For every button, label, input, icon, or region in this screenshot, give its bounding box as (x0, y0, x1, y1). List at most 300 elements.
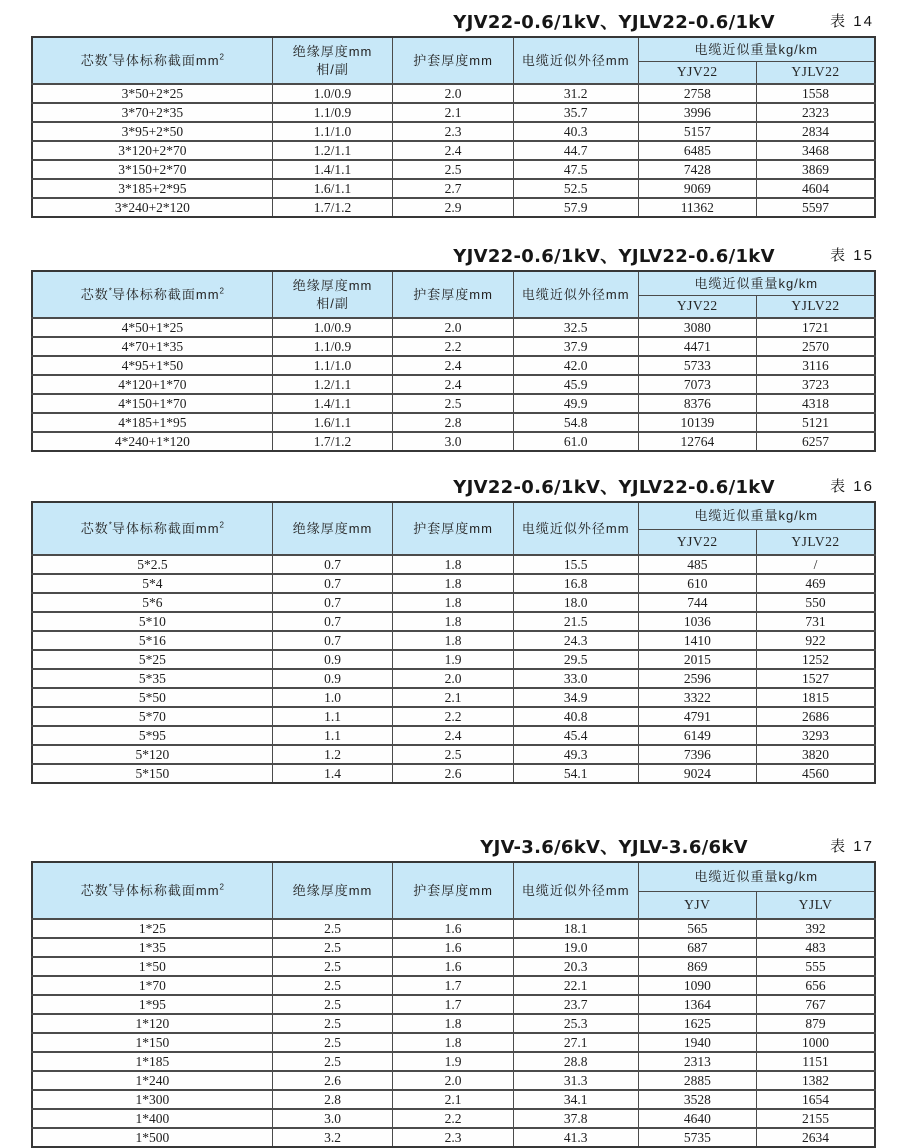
table-cell: 54.8 (513, 413, 638, 432)
table-row (32, 141, 875, 160)
table-number-label: 表 16 (830, 478, 874, 495)
table-cell: 1.8 (393, 574, 514, 593)
col-header-core-section (32, 502, 272, 555)
table-cell: 1252 (757, 650, 875, 669)
table-row (32, 1052, 875, 1071)
table-cell: 1.7/1.2 (272, 198, 393, 217)
table-cell: 1721 (757, 318, 875, 337)
table-cell: 0.7 (272, 574, 393, 593)
table-row (32, 726, 875, 745)
table-cell: 2.5 (272, 995, 393, 1014)
table-cell: 4*185+1*95 (32, 413, 272, 432)
table-cell: 1.1/0.9 (272, 103, 393, 122)
col-header-weight-yjv: YJV (638, 892, 756, 920)
table-row (32, 160, 875, 179)
col-header-diameter: 电缆近似外径mm (513, 862, 638, 919)
table-cell: 1.0 (272, 688, 393, 707)
table-cell: 37.8 (513, 1109, 638, 1128)
col-header-sheath: 护套厚度mm (393, 862, 514, 919)
table-cell: 1*150 (32, 1033, 272, 1052)
table-title-row (31, 8, 876, 32)
core-section-label: 导体标称截面mm (111, 882, 220, 898)
table-cell: 2.4 (393, 375, 514, 394)
table-cell: 4*50+1*25 (32, 318, 272, 337)
table-cell: 2.5 (272, 976, 393, 995)
table-cell: 3080 (638, 318, 756, 337)
table-cell: 485 (638, 555, 756, 574)
insulation-label: 绝缘厚度mm (292, 277, 373, 293)
table-cell: 35.7 (513, 103, 638, 122)
table-cell: 1364 (638, 995, 756, 1014)
table-cell: 1625 (638, 1014, 756, 1033)
table-cell: 12764 (638, 432, 756, 451)
table-cell: 1*35 (32, 938, 272, 957)
table-cell: 1.4 (272, 764, 393, 783)
table-cell: 2570 (757, 337, 875, 356)
table-cell: 4640 (638, 1109, 756, 1128)
table-cell: 1*70 (32, 976, 272, 995)
table-number-label: 表 15 (830, 247, 874, 264)
table-cell: 3*70+2*35 (32, 103, 272, 122)
superscript-asterisk: * (108, 286, 112, 296)
table-cell: 1.7 (393, 976, 514, 995)
table-cell: 1*500 (32, 1128, 272, 1147)
table-cell: 1.4/1.1 (272, 160, 393, 179)
table-cell: 1.2/1.1 (272, 375, 393, 394)
table-cell: 2.5 (272, 957, 393, 976)
table-section-14 (31, 8, 876, 218)
table-cell: 40.3 (513, 122, 638, 141)
table-row (32, 938, 875, 957)
table-cell: 392 (757, 919, 875, 938)
table-cell: 2.3 (393, 1128, 514, 1147)
table-cell: 1.1 (272, 707, 393, 726)
table-cell: 2.0 (393, 669, 514, 688)
table-cell: 0.9 (272, 669, 393, 688)
table-cell: 1.8 (393, 1033, 514, 1052)
cable-spec-table (31, 501, 876, 784)
table-cell: 0.7 (272, 631, 393, 650)
table-cell: 1151 (757, 1052, 875, 1071)
table-cell: 34.9 (513, 688, 638, 707)
table-cell: 1.6 (393, 938, 514, 957)
table-cell: 7396 (638, 745, 756, 764)
table-cell: 2.5 (393, 160, 514, 179)
table-cell: 3820 (757, 745, 875, 764)
table-cell: 2.4 (393, 726, 514, 745)
superscript-2: 2 (219, 882, 224, 892)
table-cell: 2155 (757, 1109, 875, 1128)
table-cell: 5*4 (32, 574, 272, 593)
table-row (32, 612, 875, 631)
insulation-label: 绝缘厚度mm (292, 882, 373, 898)
cable-spec-table (31, 861, 876, 1148)
table-cell: 2.5 (393, 394, 514, 413)
col-header-weight-yjlv: YJLV22 (757, 296, 875, 319)
col-header-sheath: 护套厚度mm (393, 502, 514, 555)
table-cell: 1*25 (32, 919, 272, 938)
table-cell: 4*120+1*70 (32, 375, 272, 394)
table-number-label: 表 17 (830, 838, 874, 855)
table-title: YJV-3.6/6kV、YJLV-3.6/6kV (480, 837, 748, 858)
col-header-insulation (272, 862, 393, 919)
table-cell: 2.8 (272, 1090, 393, 1109)
core-section-label: 芯数 (80, 882, 109, 898)
col-header-sheath: 护套厚度mm (393, 37, 514, 84)
table-cell: 18.0 (513, 593, 638, 612)
table-row (32, 707, 875, 726)
table-row (32, 957, 875, 976)
table-cell: 27.1 (513, 1033, 638, 1052)
table-cell: 5*6 (32, 593, 272, 612)
core-section-label: 导体标称截面mm (111, 286, 220, 302)
table-cell: 869 (638, 957, 756, 976)
table-cell: 29.5 (513, 650, 638, 669)
superscript-2: 2 (219, 52, 224, 62)
table-title: YJV22-0.6/1kV、YJLV22-0.6/1kV (453, 477, 775, 498)
col-header-insulation (272, 502, 393, 555)
table-cell: 9024 (638, 764, 756, 783)
table-cell: 483 (757, 938, 875, 957)
table-cell: 1.9 (393, 650, 514, 669)
table-cell: 19.0 (513, 938, 638, 957)
table-title: YJV22-0.6/1kV、YJLV22-0.6/1kV (453, 246, 775, 267)
table-cell: 21.5 (513, 612, 638, 631)
table-number-label: 表 14 (830, 13, 874, 30)
table-cell: 1*400 (32, 1109, 272, 1128)
table-cell: 3*120+2*70 (32, 141, 272, 160)
table-cell: 2015 (638, 650, 756, 669)
table-row (32, 1128, 875, 1147)
table-cell: 3*95+2*50 (32, 122, 272, 141)
table-row (32, 688, 875, 707)
table-cell: 5735 (638, 1128, 756, 1147)
col-header-insulation (272, 37, 393, 84)
table-cell: 3.0 (393, 432, 514, 451)
table-row (32, 318, 875, 337)
table-cell: 2.5 (272, 1033, 393, 1052)
table-row (32, 122, 875, 141)
col-header-diameter: 电缆近似外径mm (513, 271, 638, 318)
table-cell: 2686 (757, 707, 875, 726)
table-cell: 2313 (638, 1052, 756, 1071)
table-cell: 5*70 (32, 707, 272, 726)
table-cell: 11362 (638, 198, 756, 217)
table-cell: 2.4 (393, 141, 514, 160)
table-cell: 4*240+1*120 (32, 432, 272, 451)
table-cell: 1654 (757, 1090, 875, 1109)
table-cell: 10139 (638, 413, 756, 432)
table-cell: 2.8 (393, 413, 514, 432)
table-cell: 1.7/1.2 (272, 432, 393, 451)
table-cell: 0.9 (272, 650, 393, 669)
table-cell: 4471 (638, 337, 756, 356)
table-title-row (31, 833, 876, 857)
table-cell: 1090 (638, 976, 756, 995)
insulation-label: 绝缘厚度mm (292, 520, 373, 536)
table-cell: 34.1 (513, 1090, 638, 1109)
superscript-asterisk: * (108, 882, 112, 892)
table-cell: 6149 (638, 726, 756, 745)
table-row (32, 1109, 875, 1128)
table-cell: 31.2 (513, 84, 638, 103)
table-cell: 2834 (757, 122, 875, 141)
table-cell: 2.2 (393, 707, 514, 726)
table-cell: 7073 (638, 375, 756, 394)
table-cell: 1.0/0.9 (272, 318, 393, 337)
table-cell: 45.4 (513, 726, 638, 745)
col-header-insulation (272, 271, 393, 318)
table-cell: 2885 (638, 1071, 756, 1090)
table-cell: 1.2/1.1 (272, 141, 393, 160)
table-cell: 1*95 (32, 995, 272, 1014)
table-cell: 2.0 (393, 84, 514, 103)
table-cell: 22.1 (513, 976, 638, 995)
table-cell: 1*120 (32, 1014, 272, 1033)
table-cell: 2.0 (393, 318, 514, 337)
superscript-asterisk: * (108, 520, 112, 530)
table-row (32, 555, 875, 574)
table-cell: 5*50 (32, 688, 272, 707)
table-cell: 61.0 (513, 432, 638, 451)
table-cell: 9069 (638, 179, 756, 198)
table-cell: 2758 (638, 84, 756, 103)
col-header-weight-group: 电缆近似重量kg/km (638, 37, 875, 62)
table-title-row (31, 473, 876, 497)
table-cell: 2634 (757, 1128, 875, 1147)
table-cell: 5*25 (32, 650, 272, 669)
table-cell: 5*2.5 (32, 555, 272, 574)
table-cell: 32.5 (513, 318, 638, 337)
table-cell: 1.6/1.1 (272, 179, 393, 198)
table-cell: 0.7 (272, 593, 393, 612)
core-section-label: 导体标称截面mm (111, 520, 220, 536)
table-cell: 1*240 (32, 1071, 272, 1090)
table-cell: 49.9 (513, 394, 638, 413)
table-row (32, 413, 875, 432)
table-cell: 16.8 (513, 574, 638, 593)
table-cell: 2.1 (393, 1090, 514, 1109)
table-cell: 2.1 (393, 103, 514, 122)
table-cell: 2.5 (272, 919, 393, 938)
table-cell: 3*150+2*70 (32, 160, 272, 179)
table-row (32, 179, 875, 198)
table-cell: 744 (638, 593, 756, 612)
table-row (32, 650, 875, 669)
table-row (32, 745, 875, 764)
col-header-weight-yjlv: YJLV (757, 892, 875, 920)
table-cell: 1.9 (393, 1052, 514, 1071)
table-row (32, 919, 875, 938)
col-header-diameter: 电缆近似外径mm (513, 502, 638, 555)
table-cell: 1.2 (272, 745, 393, 764)
table-cell: 1.1/1.0 (272, 122, 393, 141)
table-cell: 5733 (638, 356, 756, 375)
table-cell: 41.3 (513, 1128, 638, 1147)
table-cell: 3*240+2*120 (32, 198, 272, 217)
core-section-label: 芯数 (80, 52, 109, 68)
table-row (32, 1014, 875, 1033)
table-cell: 2.3 (393, 122, 514, 141)
table-section-17 (31, 833, 876, 1148)
table-cell: 2.2 (393, 1109, 514, 1128)
table-cell: 2.6 (272, 1071, 393, 1090)
table-cell: 2.9 (393, 198, 514, 217)
table-cell: 3*50+2*25 (32, 84, 272, 103)
table-cell: 687 (638, 938, 756, 957)
table-cell: 49.3 (513, 745, 638, 764)
table-cell: 23.7 (513, 995, 638, 1014)
table-row (32, 337, 875, 356)
table-cell: 2596 (638, 669, 756, 688)
table-cell: 4560 (757, 764, 875, 783)
table-cell: 610 (638, 574, 756, 593)
table-section-16 (31, 473, 876, 784)
col-header-weight-yjlv: YJLV22 (757, 62, 875, 85)
table-cell: 3528 (638, 1090, 756, 1109)
table-cell: 3*185+2*95 (32, 179, 272, 198)
table-cell: 3322 (638, 688, 756, 707)
table-cell: 4791 (638, 707, 756, 726)
col-header-weight-group: 电缆近似重量kg/km (638, 502, 875, 530)
table-cell: 2.5 (393, 745, 514, 764)
table-row (32, 198, 875, 217)
table-cell: 33.0 (513, 669, 638, 688)
table-cell: 20.3 (513, 957, 638, 976)
table-cell: 1.8 (393, 631, 514, 650)
table-cell: 565 (638, 919, 756, 938)
cable-spec-table (31, 36, 876, 218)
table-cell: 4*70+1*35 (32, 337, 272, 356)
superscript-2: 2 (219, 286, 224, 296)
superscript-2: 2 (219, 520, 224, 530)
table-row (32, 103, 875, 122)
col-header-core-section (32, 271, 272, 318)
table-cell: 2.6 (393, 764, 514, 783)
table-cell: 28.8 (513, 1052, 638, 1071)
table-cell: 5*16 (32, 631, 272, 650)
table-cell: 52.5 (513, 179, 638, 198)
col-header-weight-yjv: YJV22 (638, 62, 756, 85)
table-cell: 3.0 (272, 1109, 393, 1128)
table-row (32, 84, 875, 103)
table-cell: 5*35 (32, 669, 272, 688)
table-cell: 1940 (638, 1033, 756, 1052)
col-header-weight-group: 电缆近似重量kg/km (638, 271, 875, 296)
table-row (32, 375, 875, 394)
document-page (0, 8, 900, 1145)
table-cell: 550 (757, 593, 875, 612)
table-cell: 1.1/1.0 (272, 356, 393, 375)
table-cell: 24.3 (513, 631, 638, 650)
col-header-weight-yjlv: YJLV22 (757, 530, 875, 556)
col-header-weight-yjv: YJV22 (638, 296, 756, 319)
table-cell: 2.5 (272, 938, 393, 957)
table-cell: 2323 (757, 103, 875, 122)
table-cell: 1*50 (32, 957, 272, 976)
table-row (32, 1071, 875, 1090)
insulation-phase-neutral-label: 相/副 (316, 61, 349, 77)
table-title: YJV22-0.6/1kV、YJLV22-0.6/1kV (453, 12, 775, 33)
table-cell: 4604 (757, 179, 875, 198)
insulation-label: 绝缘厚度mm (292, 43, 373, 59)
table-cell: 555 (757, 957, 875, 976)
table-cell: 15.5 (513, 555, 638, 574)
table-cell: 1.6/1.1 (272, 413, 393, 432)
table-cell: 2.0 (393, 1071, 514, 1090)
table-row (32, 356, 875, 375)
table-cell: 42.0 (513, 356, 638, 375)
table-cell: 31.3 (513, 1071, 638, 1090)
table-cell: 2.5 (272, 1052, 393, 1071)
table-row (32, 574, 875, 593)
table-cell: 1.7 (393, 995, 514, 1014)
table-cell: 731 (757, 612, 875, 631)
table-cell: 1815 (757, 688, 875, 707)
table-cell: 54.1 (513, 764, 638, 783)
table-cell: 6257 (757, 432, 875, 451)
table-cell: 1.8 (393, 1014, 514, 1033)
table-cell: 5157 (638, 122, 756, 141)
table-row (32, 1033, 875, 1052)
table-cell: 6485 (638, 141, 756, 160)
table-cell: 5*120 (32, 745, 272, 764)
core-section-label: 芯数 (80, 520, 109, 536)
table-cell: 1036 (638, 612, 756, 631)
table-cell: 0.7 (272, 612, 393, 631)
table-cell: 2.1 (393, 688, 514, 707)
core-section-label: 芯数 (80, 286, 109, 302)
table-cell: 879 (757, 1014, 875, 1033)
table-cell: 5*10 (32, 612, 272, 631)
table-row (32, 669, 875, 688)
col-header-diameter: 电缆近似外径mm (513, 37, 638, 84)
table-cell: 8376 (638, 394, 756, 413)
table-cell: 1.0/0.9 (272, 84, 393, 103)
table-row (32, 631, 875, 650)
table-cell: 1000 (757, 1033, 875, 1052)
table-cell: 2.5 (272, 1014, 393, 1033)
table-cell: 1.8 (393, 555, 514, 574)
table-cell: 4*95+1*50 (32, 356, 272, 375)
table-title-row (31, 242, 876, 266)
table-cell: 45.9 (513, 375, 638, 394)
table-cell: 4318 (757, 394, 875, 413)
col-header-sheath: 护套厚度mm (393, 271, 514, 318)
table-cell: 25.3 (513, 1014, 638, 1033)
table-cell: 47.5 (513, 160, 638, 179)
table-cell: 1*185 (32, 1052, 272, 1071)
col-header-weight-group: 电缆近似重量kg/km (638, 862, 875, 892)
table-cell: 3723 (757, 375, 875, 394)
core-section-label: 导体标称截面mm (111, 52, 220, 68)
col-header-weight-yjv: YJV22 (638, 530, 756, 556)
table-row (32, 764, 875, 783)
table-cell: 0.7 (272, 555, 393, 574)
table-cell: 18.1 (513, 919, 638, 938)
table-cell: 3293 (757, 726, 875, 745)
table-cell: 1410 (638, 631, 756, 650)
table-cell: 3116 (757, 356, 875, 375)
insulation-phase-neutral-label: 相/副 (316, 295, 349, 311)
table-cell: 1.1 (272, 726, 393, 745)
col-header-core-section (32, 862, 272, 919)
table-cell: 3.2 (272, 1128, 393, 1147)
table-cell: 3996 (638, 103, 756, 122)
table-cell: / (757, 555, 875, 574)
superscript-asterisk: * (108, 52, 112, 62)
table-cell: 4*150+1*70 (32, 394, 272, 413)
